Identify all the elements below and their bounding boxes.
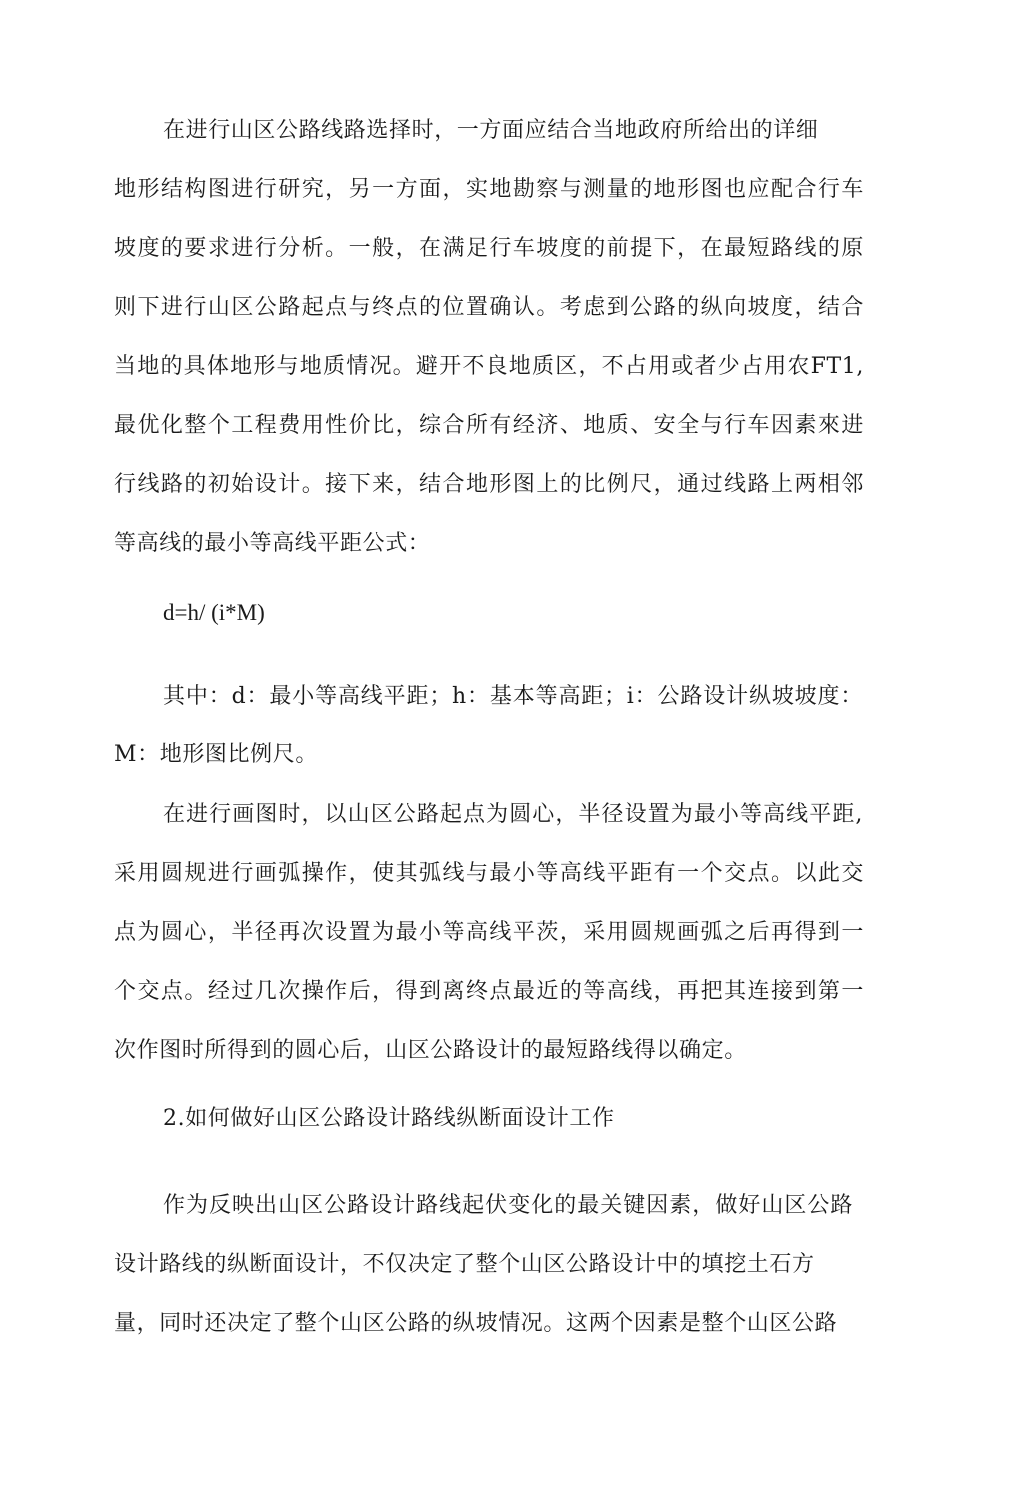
paragraph-line: 地形结构图进行研究，另一方面，实地勘察与测量的地形图也应配合行车 (114, 177, 864, 202)
paragraph-line: 坡度的要求进行分析。一般，在满足行车坡度的前提下，在最短路线的原 (114, 236, 864, 261)
paragraph-line: 采用圆规进行画弧操作，使其弧线与最小等高线平距有一个交点。以此交 (114, 861, 864, 886)
paragraph-line: 在进行画图时，以山区公路起点为圆心，半径设置为最小等高线平距, (163, 802, 863, 827)
formula: d=h/ (i*M) (163, 600, 265, 625)
paragraph-line: 其中：d：最小等高线平距；h：基本等高距；i：公路设计纵坡坡度： (163, 684, 863, 709)
paragraph-line: 最优化整个工程费用性价比，综合所有经济、地质、安全与行车因素來进 (114, 413, 864, 438)
section-heading: 2.如何做好山区公路设计路线纵断面设计工作 (163, 1106, 615, 1131)
paragraph-line: 则下进行山区公路起点与终点的位置确认。考虑到公路的纵向坡度，结合 (114, 295, 864, 320)
paragraph-line: 行线路的初始设计。接下来，结合地形图上的比例尺，通过线路上两相邻 (114, 472, 864, 497)
paragraph-line: 次作图时所得到的圆心后，山区公路设计的最短路线得以确定。 (114, 1038, 747, 1063)
paragraph-line: 作为反映出山区公路设计路线起伏变化的最关键因素，做好山区公路 (163, 1193, 853, 1218)
paragraph-line: M：地形图比例尺。 (114, 742, 318, 767)
paragraph-line: 个交点。经过几次操作后，得到离终点最近的等高线，再把其连接到第一 (114, 979, 864, 1004)
paragraph-line: 等高线的最小等高线平距公式： (114, 531, 431, 556)
paragraph-line: 点为圆心，半径再次设置为最小等高线平茨，采用圆规画弧之后再得到一 (114, 920, 864, 945)
paragraph-line: 在进行山区公路线路选择时，一方面应结合当地政府所给出的详细 (163, 118, 819, 143)
paragraph-line: 设计路线的纵断面设计，不仅决定了整个山区公路设计中的填挖土石方 (114, 1252, 815, 1277)
paragraph-line: 当地的具体地形与地质情况。避开不良地质区，不占用或者少占用农FT1, (114, 354, 864, 379)
paragraph-line: 量，同时还决定了整个山区公路的纵坡情况。这两个因素是整个山区公路 (114, 1311, 838, 1336)
